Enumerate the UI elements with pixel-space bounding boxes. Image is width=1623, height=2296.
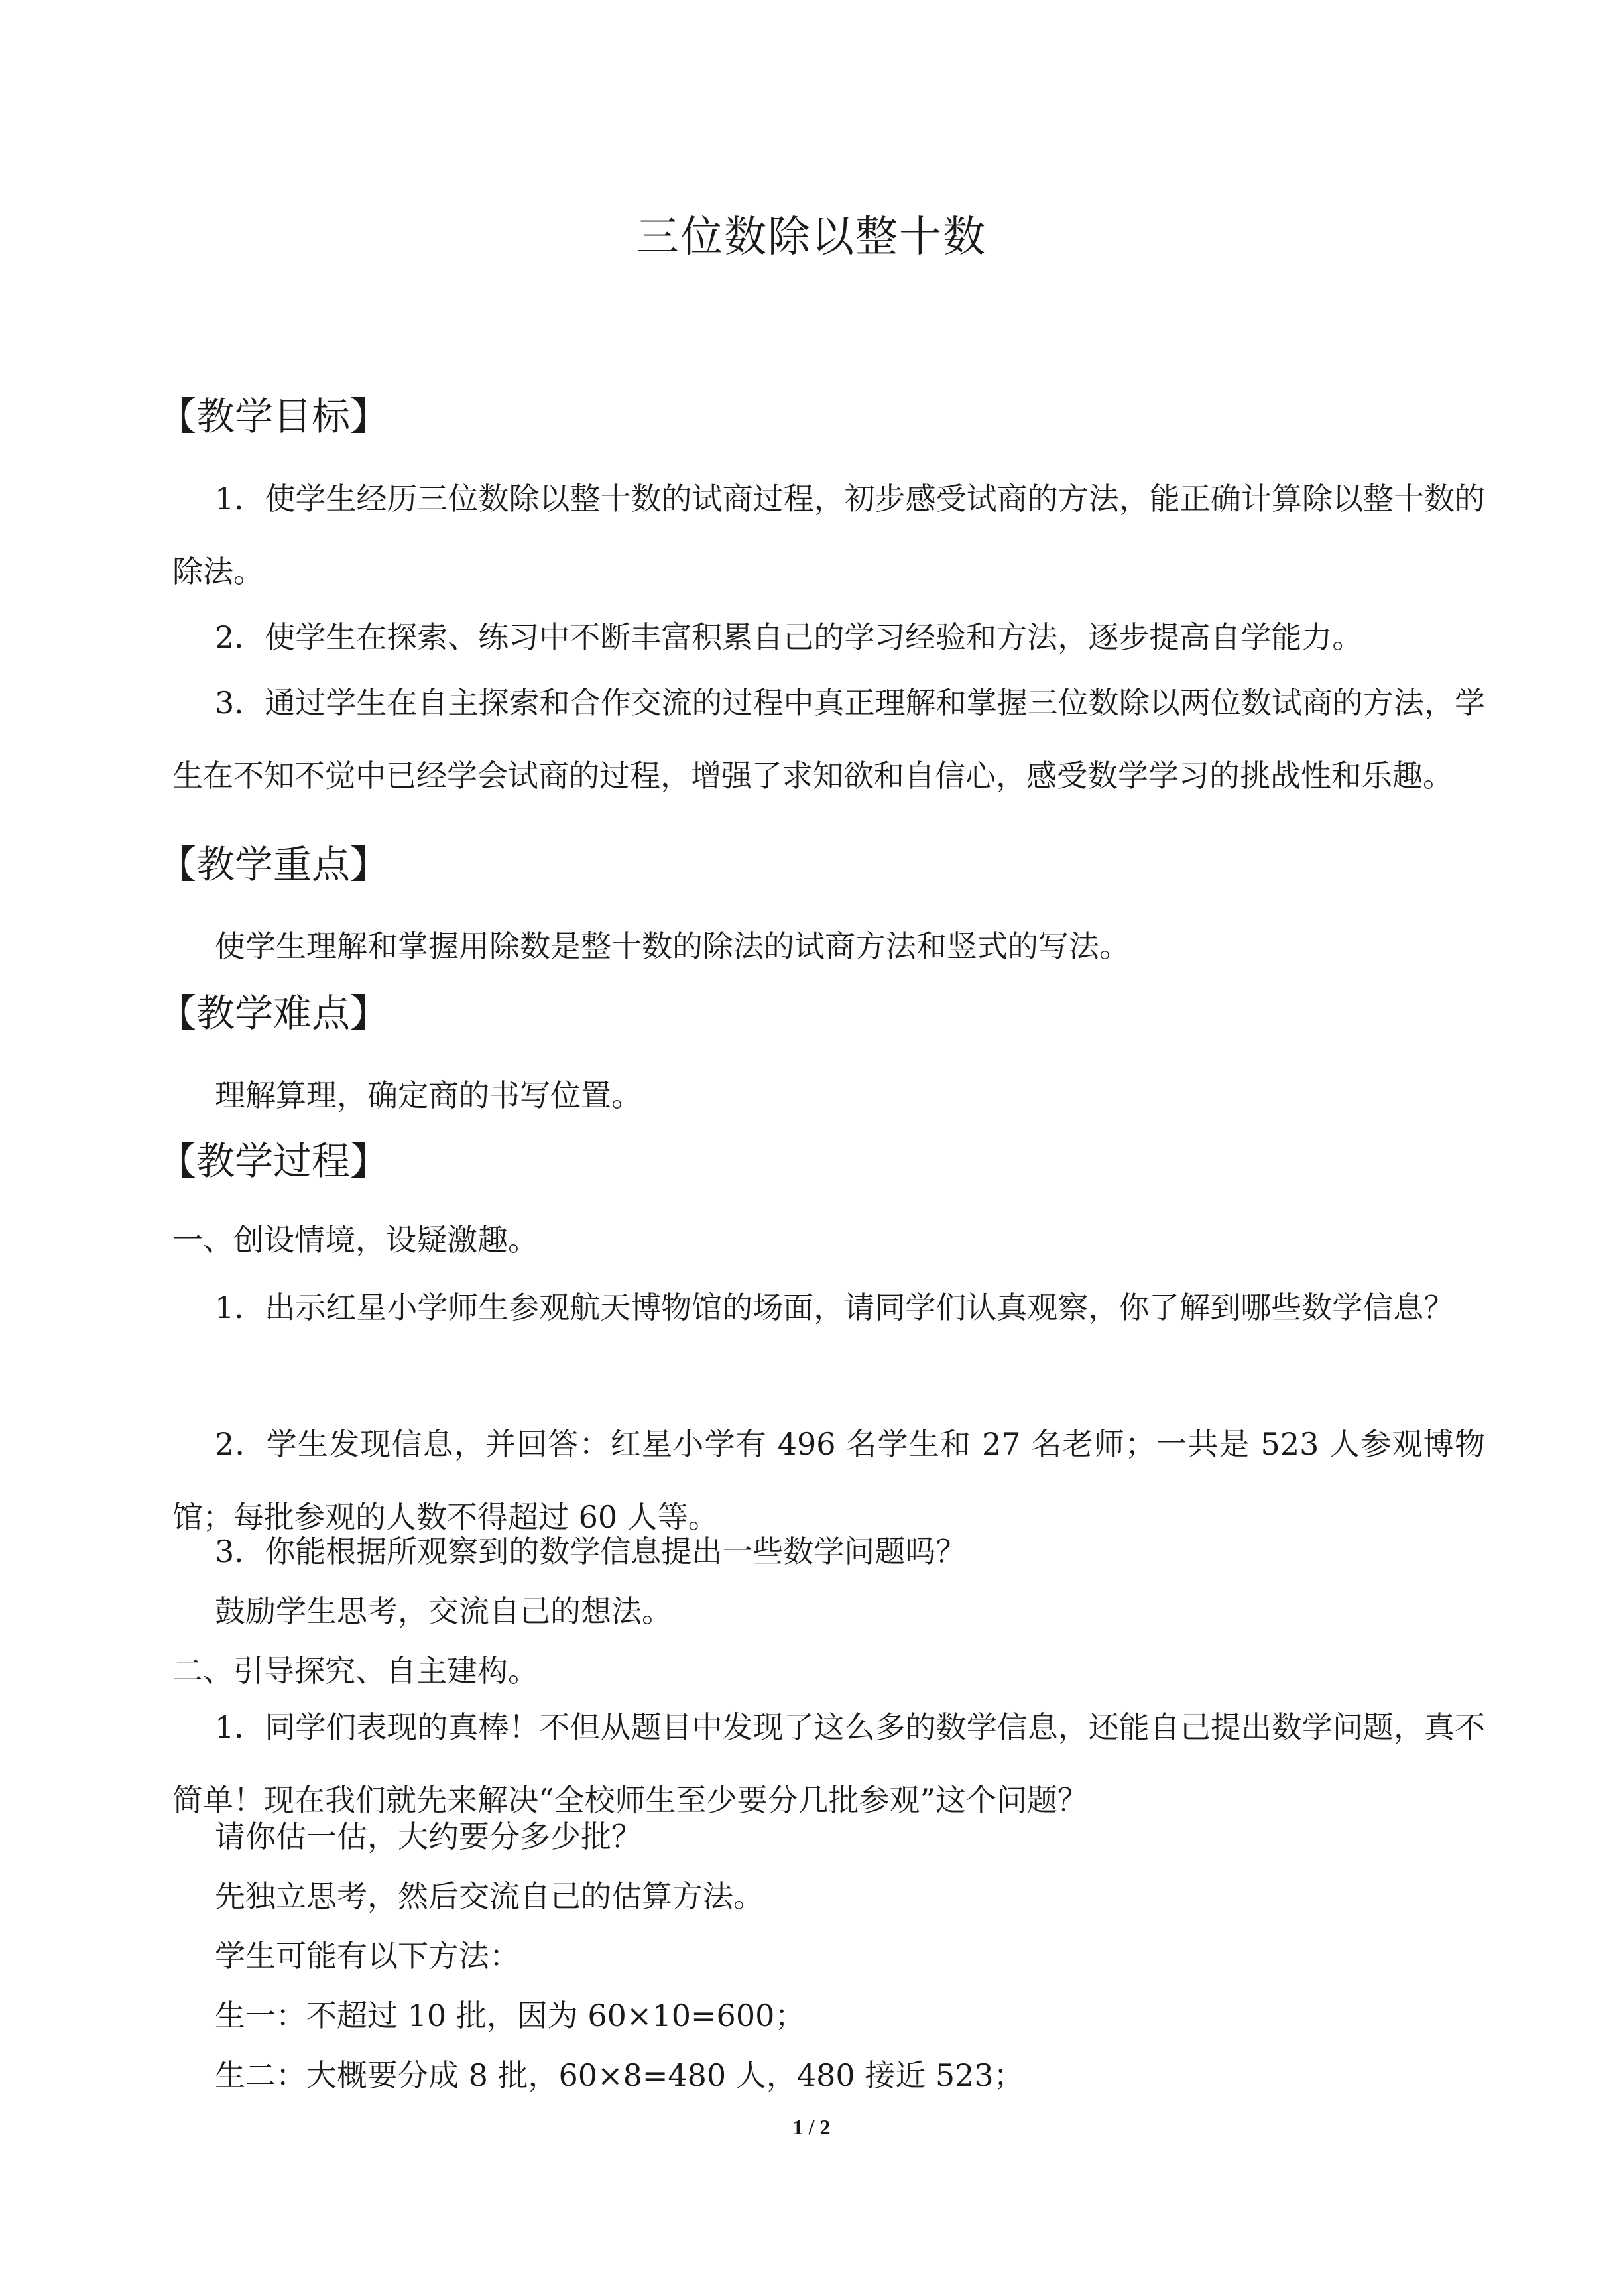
process-part1-item-4: 鼓励学生思考，交流自己的想法。 bbox=[215, 1593, 672, 1629]
objective-item-3: 3．通过学生在自主探索和合作交流的过程中真正理解和掌握三位数除以两位数试商的方法，学生在不知不觉中已经学会试商的过程，增强了求知欲和自信心，感受数学学习的挑战性和乐趣。 bbox=[172, 685, 1485, 794]
heading-key-points: 【教学重点】 bbox=[158, 842, 389, 887]
process-part1-item-1: 1．出示红星小学师生参观航天博物馆的场面，请同学们认真观察，你了解到哪些数学信息？ bbox=[215, 1290, 1455, 1325]
process-part1-title: 一、创设情境，设疑激趣。 bbox=[172, 1222, 538, 1258]
process-part2-item-1: 1．同学们表现的真棒！不但从题目中发现了这么多的数学信息，还能自己提出数学问题，真不简单！现在我们就先来解决“全校师生至少要分几批参观”这个问题？ bbox=[172, 1709, 1485, 1818]
objective-item-2: 2．使学生在探索、练习中不断丰富积累自己的学习经验和方法，逐步提高自学能力。 bbox=[215, 619, 1363, 655]
heading-process: 【教学过程】 bbox=[158, 1138, 389, 1183]
difficulties-text: 理解算理，确定商的书写位置。 bbox=[215, 1077, 642, 1113]
process-part2-item-4: 学生可能有以下方法： bbox=[215, 1938, 520, 1974]
page-number: 1 / 2 bbox=[792, 2115, 831, 2139]
process-part2-item-5: 生一：不超过 10 批，因为 60×10=600； bbox=[215, 1998, 806, 2033]
process-part1-item-3: 3．你能根据所观察到的数学信息提出一些数学问题吗？ bbox=[215, 1534, 967, 1569]
process-part1-item-2: 2．学生发现信息，并回答：红星小学有 496 名学生和 27 名老师；一共是 523 人参观博物馆；每批参观的人数不得超过 60 人等。 bbox=[172, 1426, 1485, 1535]
process-part2-title: 二、引导探究、自主建构。 bbox=[172, 1653, 538, 1689]
document-title: 三位数除以整十数 bbox=[636, 213, 987, 262]
process-part2-item-3: 先独立思考，然后交流自己的估算方法。 bbox=[215, 1878, 764, 1914]
process-part2-item-2: 请你估一估，大约要分多少批？ bbox=[215, 1819, 642, 1854]
objective-item-1: 1．使学生经历三位数除以整十数的试商过程，初步感受试商的方法，能正确计算除以整十数的除法。 bbox=[172, 481, 1485, 589]
heading-difficulties: 【教学难点】 bbox=[158, 991, 389, 1036]
heading-objectives: 【教学目标】 bbox=[158, 394, 389, 439]
process-part2-item-6: 生二：大概要分成 8 批，60×8=480 人，480 接近 523； bbox=[215, 2057, 1024, 2093]
key-points-text: 使学生理解和掌握用除数是整十数的除法的试商方法和竖式的写法。 bbox=[215, 928, 1130, 964]
